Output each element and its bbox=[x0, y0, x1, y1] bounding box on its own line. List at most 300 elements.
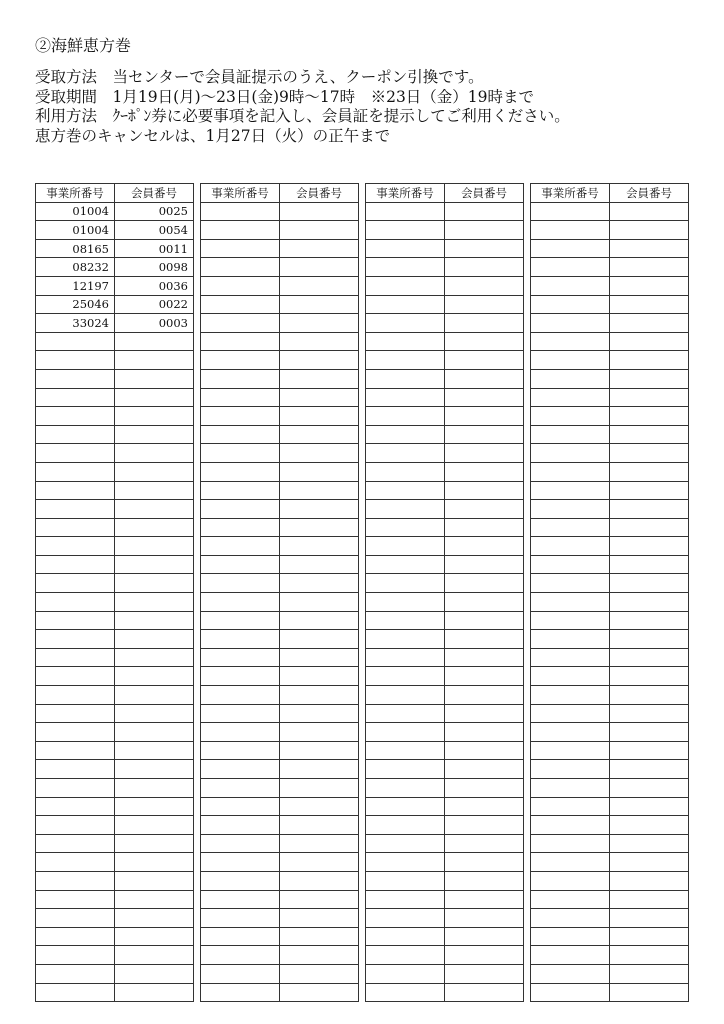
office-number-cell bbox=[531, 555, 610, 574]
office-number-cell bbox=[366, 444, 445, 463]
office-number-cell bbox=[366, 964, 445, 983]
office-number-cell bbox=[36, 797, 115, 816]
member-number-cell bbox=[610, 871, 689, 890]
table-row bbox=[531, 760, 689, 779]
office-number-cell bbox=[201, 909, 280, 928]
table-row bbox=[36, 871, 194, 890]
office-number-cell bbox=[201, 555, 280, 574]
table-row bbox=[366, 574, 524, 593]
table-row bbox=[201, 239, 359, 258]
member-table bbox=[35, 183, 194, 1002]
table-row bbox=[36, 555, 194, 574]
table-row bbox=[201, 425, 359, 444]
table-row bbox=[201, 667, 359, 686]
table-row bbox=[36, 221, 194, 240]
member-number-cell bbox=[115, 779, 194, 798]
member-number-cell bbox=[280, 927, 359, 946]
office-number-cell bbox=[366, 258, 445, 277]
table-row bbox=[36, 779, 194, 798]
pickup-method-line: 受取方法 当センターで会員証提示のうえ、クーポン引換です。 bbox=[35, 68, 484, 86]
member-number-cell bbox=[445, 202, 524, 221]
table-row bbox=[531, 276, 689, 295]
table-header-row bbox=[366, 184, 524, 203]
member-number-cell bbox=[610, 332, 689, 351]
table-row bbox=[366, 964, 524, 983]
member-number-cell bbox=[280, 314, 359, 333]
office-number-cell bbox=[36, 369, 115, 388]
office-number-cell bbox=[531, 704, 610, 723]
table-row bbox=[531, 927, 689, 946]
office-number-cell bbox=[531, 462, 610, 481]
cancellation-line: 恵方巻のキャンセルは、1月27日（火）の正午まで bbox=[35, 126, 391, 145]
office-number-cell bbox=[36, 890, 115, 909]
office-number-cell bbox=[201, 890, 280, 909]
member-number-cell bbox=[115, 407, 194, 426]
member-number-cell bbox=[280, 816, 359, 835]
office-number-cell bbox=[36, 983, 115, 1002]
office-number-cell bbox=[531, 221, 610, 240]
table-row bbox=[201, 444, 359, 463]
office-number-cell bbox=[366, 983, 445, 1002]
table-header-row bbox=[201, 184, 359, 203]
table-row bbox=[531, 723, 689, 742]
office-number-cell bbox=[531, 834, 610, 853]
table-row bbox=[366, 853, 524, 872]
member-number-cell bbox=[280, 779, 359, 798]
table-row bbox=[531, 593, 689, 612]
office-number-cell bbox=[531, 425, 610, 444]
member-number-cell bbox=[115, 388, 194, 407]
member-table bbox=[200, 183, 359, 1002]
member-number-cell bbox=[610, 518, 689, 537]
member-number-cell: 0025 bbox=[115, 202, 194, 221]
member-number-cell: 0036 bbox=[115, 276, 194, 295]
table-row bbox=[201, 648, 359, 667]
table-row bbox=[531, 871, 689, 890]
table-row bbox=[531, 221, 689, 240]
table-row bbox=[201, 555, 359, 574]
member-number-cell bbox=[445, 593, 524, 612]
member-number-cell bbox=[280, 797, 359, 816]
member-number-cell bbox=[445, 779, 524, 798]
office-number-cell bbox=[531, 239, 610, 258]
member-number-cell bbox=[280, 890, 359, 909]
office-number-cell bbox=[531, 760, 610, 779]
office-number-cell bbox=[201, 779, 280, 798]
office-number-cell bbox=[201, 983, 280, 1002]
table-row bbox=[366, 481, 524, 500]
office-number-cell bbox=[201, 425, 280, 444]
table-row bbox=[36, 797, 194, 816]
office-number-cell: 25046 bbox=[36, 295, 115, 314]
office-number-cell bbox=[201, 853, 280, 872]
member-number-cell bbox=[445, 388, 524, 407]
office-number-cell bbox=[531, 574, 610, 593]
member-number-cell bbox=[445, 574, 524, 593]
table-row bbox=[201, 723, 359, 742]
table-row bbox=[531, 388, 689, 407]
table-row bbox=[531, 946, 689, 965]
office-number-cell bbox=[531, 295, 610, 314]
member-number-cell bbox=[280, 983, 359, 1002]
member-number-cell bbox=[280, 369, 359, 388]
office-number-cell bbox=[201, 351, 280, 370]
member-number-cell bbox=[445, 332, 524, 351]
member-number-cell bbox=[445, 444, 524, 463]
member-number-cell bbox=[610, 555, 689, 574]
table-row bbox=[36, 964, 194, 983]
table-row bbox=[366, 258, 524, 277]
member-number-cell bbox=[280, 444, 359, 463]
table-row bbox=[36, 927, 194, 946]
member-number-cell bbox=[610, 686, 689, 705]
table-row bbox=[201, 500, 359, 519]
table-row bbox=[201, 779, 359, 798]
table-row bbox=[36, 425, 194, 444]
member-number-cell bbox=[280, 964, 359, 983]
office-number-cell bbox=[531, 481, 610, 500]
member-number-cell bbox=[280, 202, 359, 221]
member-number-cell bbox=[115, 890, 194, 909]
office-number-cell bbox=[201, 500, 280, 519]
table-row bbox=[366, 351, 524, 370]
office-number-cell bbox=[201, 723, 280, 742]
office-number-cell bbox=[366, 853, 445, 872]
member-number-cell bbox=[610, 741, 689, 760]
member-number-cell bbox=[610, 276, 689, 295]
office-number-cell bbox=[366, 518, 445, 537]
office-number-cell bbox=[201, 946, 280, 965]
member-number-cell bbox=[445, 834, 524, 853]
office-number-cell bbox=[366, 686, 445, 705]
member-number-cell bbox=[115, 611, 194, 630]
member-number-cell bbox=[610, 295, 689, 314]
table-row bbox=[201, 853, 359, 872]
member-number-cell bbox=[610, 704, 689, 723]
office-number-cell bbox=[201, 574, 280, 593]
office-number-cell bbox=[36, 593, 115, 612]
table-row bbox=[201, 983, 359, 1002]
office-number-cell bbox=[366, 593, 445, 612]
table-row bbox=[366, 611, 524, 630]
member-number-cell bbox=[280, 630, 359, 649]
member-number-cell bbox=[280, 500, 359, 519]
office-number-cell bbox=[201, 295, 280, 314]
table-row bbox=[531, 369, 689, 388]
member-number-cell bbox=[445, 295, 524, 314]
member-number-cell bbox=[280, 555, 359, 574]
office-number-cell bbox=[366, 314, 445, 333]
table-row bbox=[531, 481, 689, 500]
table-row bbox=[36, 611, 194, 630]
office-number-cell bbox=[201, 611, 280, 630]
table-row bbox=[531, 611, 689, 630]
member-number-cell bbox=[610, 723, 689, 742]
member-number-cell bbox=[610, 481, 689, 500]
table-row bbox=[201, 221, 359, 240]
office-number-cell bbox=[366, 946, 445, 965]
member-number-cell bbox=[445, 351, 524, 370]
office-number-cell bbox=[366, 555, 445, 574]
table-row bbox=[531, 555, 689, 574]
member-number-cell bbox=[115, 927, 194, 946]
table-row bbox=[531, 834, 689, 853]
member-number-cell bbox=[610, 890, 689, 909]
table-row bbox=[36, 983, 194, 1002]
pickup-info bbox=[35, 68, 570, 146]
member-number-cell bbox=[445, 890, 524, 909]
member-number-cell bbox=[610, 593, 689, 612]
office-number-cell bbox=[36, 834, 115, 853]
office-number-cell bbox=[36, 648, 115, 667]
table-row bbox=[201, 369, 359, 388]
table-row bbox=[366, 890, 524, 909]
table-row bbox=[36, 890, 194, 909]
table-row bbox=[201, 258, 359, 277]
table-row bbox=[201, 202, 359, 221]
member-number-cell: 0022 bbox=[115, 295, 194, 314]
office-number-cell bbox=[366, 221, 445, 240]
table-row bbox=[366, 909, 524, 928]
office-number-cell bbox=[531, 946, 610, 965]
office-number-cell bbox=[366, 760, 445, 779]
member-number-cell bbox=[115, 425, 194, 444]
office-number-cell bbox=[201, 481, 280, 500]
table-row bbox=[201, 388, 359, 407]
table-row bbox=[531, 202, 689, 221]
table-row bbox=[36, 462, 194, 481]
office-number-cell bbox=[531, 351, 610, 370]
table-row bbox=[366, 704, 524, 723]
member-number-header: 会員番号 bbox=[280, 184, 359, 203]
member-number-cell bbox=[445, 927, 524, 946]
office-number-cell bbox=[201, 816, 280, 835]
member-number-cell bbox=[280, 518, 359, 537]
table-row bbox=[201, 574, 359, 593]
office-number-cell bbox=[201, 537, 280, 556]
office-number-cell bbox=[36, 946, 115, 965]
member-number-cell bbox=[610, 500, 689, 519]
office-number-cell bbox=[366, 890, 445, 909]
office-number-cell: 33024 bbox=[36, 314, 115, 333]
member-number-cell bbox=[280, 686, 359, 705]
member-number-cell: 0054 bbox=[115, 221, 194, 240]
office-number-cell bbox=[531, 964, 610, 983]
office-number-cell bbox=[201, 834, 280, 853]
member-number-cell bbox=[115, 964, 194, 983]
office-number-cell bbox=[201, 741, 280, 760]
table-row bbox=[36, 630, 194, 649]
table-row bbox=[201, 332, 359, 351]
pickup-period-line: 受取期間 1月19日(月)～23日(金)9時～17時 ※23日（金）19時まで bbox=[35, 87, 535, 106]
table-row bbox=[36, 258, 194, 277]
member-number-cell bbox=[445, 704, 524, 723]
table-row bbox=[36, 537, 194, 556]
table-row bbox=[531, 239, 689, 258]
office-number-cell bbox=[201, 871, 280, 890]
office-number-cell bbox=[201, 221, 280, 240]
member-number-cell bbox=[445, 983, 524, 1002]
table-row bbox=[531, 462, 689, 481]
member-number-cell bbox=[280, 239, 359, 258]
member-number-cell bbox=[115, 351, 194, 370]
office-number-cell bbox=[366, 871, 445, 890]
member-number-cell bbox=[610, 351, 689, 370]
office-number-cell bbox=[366, 723, 445, 742]
member-number-cell bbox=[610, 834, 689, 853]
table-row bbox=[366, 555, 524, 574]
office-number-cell bbox=[531, 537, 610, 556]
table-row bbox=[366, 314, 524, 333]
member-number-cell bbox=[115, 630, 194, 649]
office-number-cell bbox=[531, 593, 610, 612]
member-number-cell bbox=[610, 239, 689, 258]
table-row bbox=[366, 276, 524, 295]
table-row bbox=[366, 369, 524, 388]
table-row bbox=[366, 834, 524, 853]
member-number-cell bbox=[610, 462, 689, 481]
office-number-cell bbox=[201, 686, 280, 705]
member-number-cell bbox=[280, 407, 359, 426]
office-number-cell bbox=[36, 871, 115, 890]
office-number-cell bbox=[366, 779, 445, 798]
office-number-cell bbox=[531, 202, 610, 221]
member-number-cell bbox=[115, 853, 194, 872]
table-row bbox=[201, 741, 359, 760]
member-number-cell bbox=[610, 388, 689, 407]
table-row bbox=[36, 667, 194, 686]
table-row bbox=[531, 518, 689, 537]
office-number-cell bbox=[531, 816, 610, 835]
member-number-cell: 0003 bbox=[115, 314, 194, 333]
office-number-cell bbox=[36, 574, 115, 593]
office-number-cell bbox=[531, 797, 610, 816]
office-number-cell bbox=[201, 518, 280, 537]
member-number-cell bbox=[445, 686, 524, 705]
office-number-cell bbox=[201, 593, 280, 612]
table-header-row bbox=[36, 184, 194, 203]
table-row bbox=[201, 909, 359, 928]
member-number-cell bbox=[115, 760, 194, 779]
table-row bbox=[36, 295, 194, 314]
office-number-cell bbox=[531, 667, 610, 686]
table-row bbox=[201, 593, 359, 612]
member-number-cell bbox=[445, 853, 524, 872]
office-number-header: 事業所番号 bbox=[36, 184, 115, 203]
member-number-cell bbox=[610, 314, 689, 333]
member-number-cell bbox=[115, 369, 194, 388]
office-number-cell bbox=[201, 369, 280, 388]
member-number-cell bbox=[115, 834, 194, 853]
table-row bbox=[36, 816, 194, 835]
office-number-header: 事業所番号 bbox=[531, 184, 610, 203]
table-row bbox=[201, 611, 359, 630]
table-row bbox=[36, 369, 194, 388]
office-number-cell bbox=[36, 481, 115, 500]
table-row bbox=[531, 648, 689, 667]
table-row bbox=[36, 723, 194, 742]
office-number-cell: 01004 bbox=[36, 202, 115, 221]
office-number-cell bbox=[36, 388, 115, 407]
office-number-cell bbox=[366, 741, 445, 760]
table-row bbox=[531, 500, 689, 519]
office-number-cell bbox=[531, 630, 610, 649]
member-number-cell bbox=[115, 983, 194, 1002]
member-number-cell bbox=[280, 332, 359, 351]
table-row bbox=[531, 983, 689, 1002]
table-row bbox=[201, 797, 359, 816]
office-number-cell bbox=[36, 686, 115, 705]
table-row bbox=[36, 834, 194, 853]
member-number-cell bbox=[610, 537, 689, 556]
table-row bbox=[531, 909, 689, 928]
table-row bbox=[366, 407, 524, 426]
table-row bbox=[366, 927, 524, 946]
table-row bbox=[531, 964, 689, 983]
office-number-cell bbox=[36, 723, 115, 742]
member-number-cell bbox=[115, 723, 194, 742]
member-number-cell bbox=[280, 611, 359, 630]
table-row bbox=[366, 760, 524, 779]
office-number-cell bbox=[201, 332, 280, 351]
office-number-cell bbox=[366, 407, 445, 426]
member-number-cell bbox=[280, 946, 359, 965]
office-number-cell bbox=[36, 407, 115, 426]
table-row bbox=[201, 481, 359, 500]
office-number-cell bbox=[531, 779, 610, 798]
member-number-cell bbox=[115, 537, 194, 556]
office-number-cell bbox=[366, 909, 445, 928]
office-number-cell bbox=[36, 630, 115, 649]
office-number-cell bbox=[201, 407, 280, 426]
table-row bbox=[201, 760, 359, 779]
office-number-cell bbox=[201, 239, 280, 258]
table-row bbox=[201, 946, 359, 965]
table-row bbox=[366, 593, 524, 612]
office-number-cell bbox=[201, 444, 280, 463]
table-row bbox=[366, 686, 524, 705]
member-number-cell bbox=[280, 741, 359, 760]
table-row bbox=[201, 407, 359, 426]
office-number-cell bbox=[366, 462, 445, 481]
member-number-cell bbox=[445, 500, 524, 519]
member-number-cell bbox=[610, 964, 689, 983]
office-number-cell bbox=[531, 741, 610, 760]
table-row bbox=[531, 314, 689, 333]
table-row bbox=[531, 407, 689, 426]
table-row bbox=[366, 388, 524, 407]
table-row bbox=[531, 853, 689, 872]
table-row bbox=[201, 537, 359, 556]
table-row bbox=[531, 667, 689, 686]
office-number-cell bbox=[531, 332, 610, 351]
member-number-cell bbox=[445, 462, 524, 481]
member-number-cell bbox=[115, 593, 194, 612]
office-number-cell bbox=[366, 667, 445, 686]
member-number-cell bbox=[610, 853, 689, 872]
member-number-cell bbox=[445, 314, 524, 333]
office-number-cell bbox=[36, 425, 115, 444]
table-row bbox=[366, 797, 524, 816]
office-number-cell bbox=[366, 369, 445, 388]
member-number-cell bbox=[280, 425, 359, 444]
office-number-cell bbox=[201, 276, 280, 295]
member-number-cell bbox=[115, 946, 194, 965]
office-number-header: 事業所番号 bbox=[366, 184, 445, 203]
member-number-cell bbox=[115, 574, 194, 593]
member-number-cell bbox=[445, 518, 524, 537]
office-number-cell bbox=[531, 853, 610, 872]
